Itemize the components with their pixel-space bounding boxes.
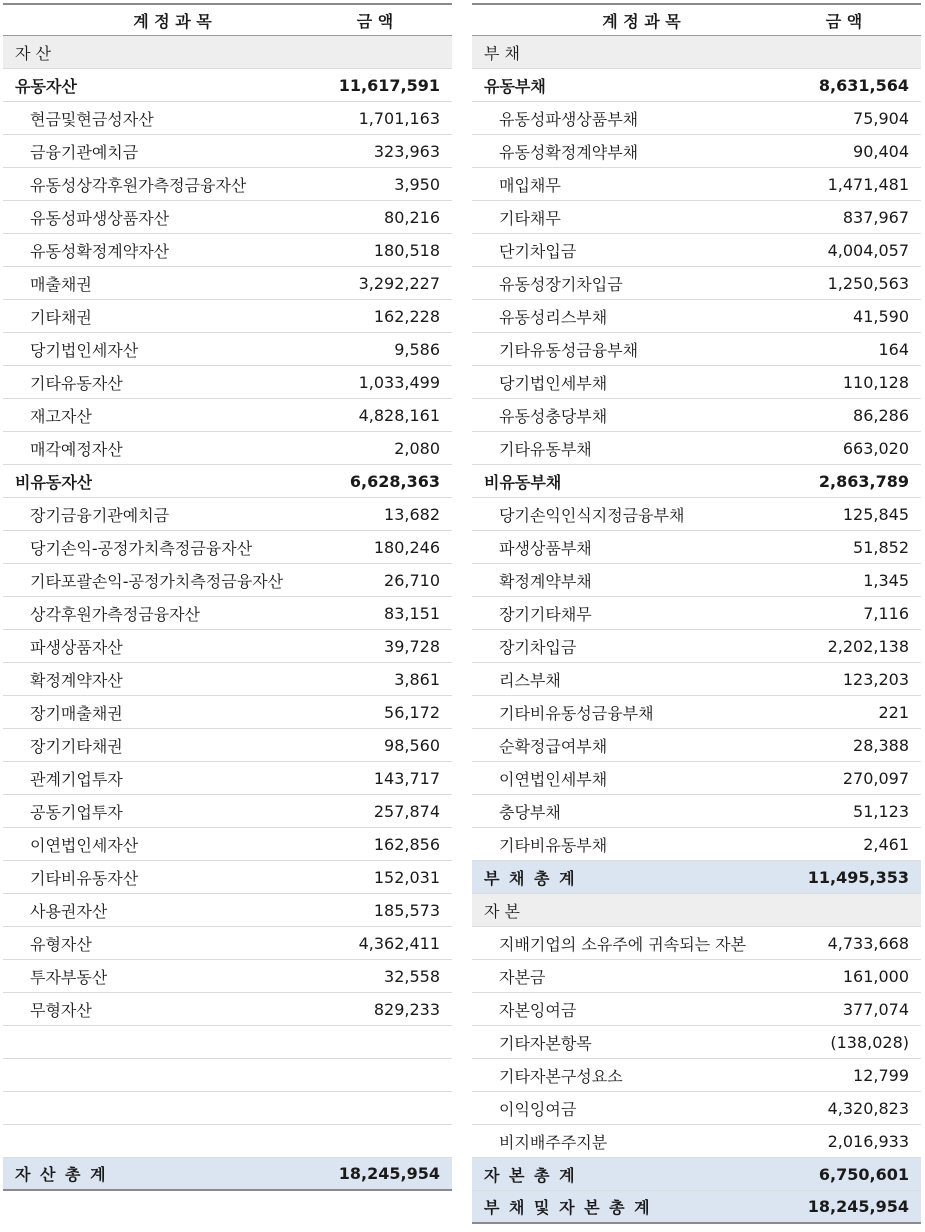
item-row-label: 당기법인세부채	[499, 373, 608, 393]
liabilities-body	[472, 69, 921, 861]
item-row-amount: 180,518	[373, 240, 440, 260]
assets-panel	[3, 3, 452, 1191]
item-row-amount: 4,320,823	[827, 1098, 909, 1118]
item-row	[3, 894, 452, 927]
item-row-label: 금융기관예치금	[30, 142, 139, 162]
item-row	[3, 432, 452, 465]
item-row-label: 자본잉여금	[499, 1000, 577, 1020]
item-row-label: 사용권자산	[30, 901, 108, 921]
item-row-amount: 110,128	[842, 372, 909, 392]
item-row	[3, 366, 452, 399]
item-row-label: 현금및현금성자산	[30, 109, 154, 129]
item-row	[3, 267, 452, 300]
grand-total-label: 부 채 및 자 본 총 계	[484, 1198, 652, 1217]
item-row-amount: 162,856	[373, 834, 440, 854]
item-row-label: 공동기업투자	[30, 802, 123, 822]
item-row-amount: 86,286	[853, 405, 909, 425]
item-row-label: 유동성리스부채	[499, 307, 608, 327]
item-row	[3, 828, 452, 861]
item-row-amount: 51,123	[853, 801, 909, 821]
item-row-amount: 837,967	[842, 207, 909, 227]
item-row-amount: 98,560	[384, 735, 440, 755]
item-row-amount: 32,558	[384, 966, 440, 986]
item-row-amount: 39,728	[384, 636, 440, 656]
item-row-label: 유동성확정계약부채	[499, 142, 639, 162]
assets-section-row	[3, 36, 452, 69]
group-row-amount: 8,631,564	[818, 75, 909, 95]
item-row-amount: 2,461	[863, 834, 909, 854]
group-row-label: 비유동자산	[15, 472, 93, 492]
item-row-amount: 4,004,057	[827, 240, 909, 260]
liabilities-section-row	[472, 36, 921, 69]
item-row-label: 관계기업투자	[30, 769, 123, 789]
group-row	[3, 465, 452, 498]
item-row-amount: 162,228	[373, 306, 440, 326]
total-equity-amount: 6,750,601	[818, 1164, 909, 1184]
item-row	[472, 993, 921, 1026]
item-row-amount: 51,852	[853, 537, 909, 557]
item-row	[3, 201, 452, 234]
item-row	[3, 762, 452, 795]
item-row-label: 상각후원가측정금융자산	[30, 604, 201, 624]
total-assets-amount: 18,245,954	[338, 1164, 440, 1183]
item-row-label: 파생상품자산	[30, 637, 123, 657]
group-row-amount: 2,863,789	[818, 471, 909, 491]
item-row-amount: 9,586	[394, 339, 440, 359]
item-row	[3, 729, 452, 762]
item-row-amount: 270,097	[842, 768, 909, 788]
item-row-amount: 3,861	[394, 669, 440, 689]
item-row-label: 유동성상각후원가측정금융자산	[30, 175, 247, 195]
item-row	[3, 333, 452, 366]
item-row-label: 기타포괄손익-공정가치측정금융자산	[30, 571, 284, 591]
grand-total-row	[472, 1191, 921, 1224]
item-row-label: 장기기타채권	[30, 736, 123, 756]
item-row	[472, 1125, 921, 1158]
item-row-amount: 41,590	[853, 306, 909, 326]
group-row-label: 유동자산	[15, 76, 77, 96]
item-row-amount: 180,246	[373, 537, 440, 557]
item-row-label: 확정계약부채	[499, 571, 592, 591]
item-row-amount: 152,031	[373, 867, 440, 887]
liab-header-row	[472, 3, 921, 36]
equity-section-label: 자 본	[484, 901, 520, 921]
item-row	[472, 201, 921, 234]
total-equity-label: 자 본 총 계	[484, 1165, 577, 1185]
group-row-label: 비유동부채	[484, 472, 562, 492]
item-row	[472, 597, 921, 630]
amount-column-header: 금 액	[825, 11, 863, 31]
item-row	[472, 762, 921, 795]
item-row	[472, 267, 921, 300]
item-row-amount: 221	[878, 702, 909, 722]
total-equity-row	[472, 1158, 921, 1191]
item-row	[3, 168, 452, 201]
group-row	[472, 69, 921, 102]
item-row-label: 단기차입금	[499, 241, 577, 261]
item-row	[472, 498, 921, 531]
item-row-amount: 90,404	[853, 141, 909, 161]
total-assets-row	[3, 1158, 452, 1191]
item-row-amount: 143,717	[373, 768, 440, 788]
item-row-label: 기타비유동부채	[499, 835, 608, 855]
empty-row	[3, 1125, 452, 1158]
item-row-amount: 123,203	[842, 669, 909, 689]
item-row	[3, 663, 452, 696]
item-row	[472, 696, 921, 729]
item-row-amount: 663,020	[842, 438, 909, 458]
item-row-amount: 185,573	[373, 900, 440, 920]
item-row-amount: 257,874	[373, 801, 440, 821]
item-row-label: 기타채무	[499, 208, 561, 228]
assets-body	[3, 69, 452, 1026]
item-row-label: 매각예정자산	[30, 439, 123, 459]
item-row	[472, 135, 921, 168]
empty-row	[3, 1092, 452, 1125]
item-row	[3, 993, 452, 1026]
assets-filler	[3, 1026, 452, 1158]
item-row-label: 기타유동성금융부채	[499, 340, 639, 360]
item-row-label: 충당부채	[499, 802, 561, 822]
amount-column-header: 금 액	[356, 11, 394, 31]
item-row-amount: 1,471,481	[827, 174, 909, 194]
item-row-amount: 3,950	[394, 174, 440, 194]
item-row	[472, 432, 921, 465]
item-row-amount: 829,233	[373, 999, 440, 1019]
item-row-label: 유형자산	[30, 934, 92, 954]
total-liabilities-row	[472, 861, 921, 894]
item-row-amount: 7,116	[863, 603, 909, 623]
item-row	[3, 960, 452, 993]
item-row-label: 기타비유동성금융부채	[499, 703, 654, 723]
item-row-label: 순확정급여부채	[499, 736, 608, 756]
item-row-label: 투자부동산	[30, 967, 108, 987]
item-row	[472, 1059, 921, 1092]
item-row-label: 당기법인세자산	[30, 340, 139, 360]
item-row	[3, 531, 452, 564]
item-row-label: 비지배주주지분	[499, 1132, 608, 1152]
item-row-amount: 2,016,933	[827, 1131, 909, 1151]
item-row-amount: 56,172	[384, 702, 440, 722]
item-row-amount: 12,799	[853, 1065, 909, 1085]
item-row-label: 자본금	[499, 967, 546, 987]
item-row	[472, 663, 921, 696]
total-liabilities-amount: 11,495,353	[807, 867, 909, 887]
item-row	[472, 102, 921, 135]
empty-row	[3, 1026, 452, 1059]
item-row	[472, 795, 921, 828]
group-row	[472, 465, 921, 498]
item-row	[472, 333, 921, 366]
item-row-amount: 26,710	[384, 570, 440, 590]
item-row	[3, 498, 452, 531]
item-row-amount: 1,701,163	[358, 108, 440, 128]
item-row-label: 당기손익-공정가치측정금융자산	[30, 538, 253, 558]
item-row-label: 이익잉여금	[499, 1099, 577, 1119]
group-row-label: 유동부채	[484, 76, 546, 96]
item-row-label: 기타자본구성요소	[499, 1066, 623, 1086]
assets-section-label: 자 산	[15, 43, 51, 63]
item-row	[472, 1026, 921, 1059]
account-column-header: 계 정 과 목	[133, 11, 212, 31]
item-row	[3, 102, 452, 135]
item-row-label: 장기금융기관예치금	[30, 505, 170, 525]
item-row-label: 리스부채	[499, 670, 561, 690]
item-row	[472, 366, 921, 399]
item-row-amount: 80,216	[384, 207, 440, 227]
item-row-amount: 2,080	[394, 438, 440, 458]
item-row-label: 재고자산	[30, 406, 92, 426]
item-row-amount: 377,074	[842, 999, 909, 1019]
item-row-label: 매출채권	[30, 274, 92, 294]
item-row	[472, 300, 921, 333]
group-row-amount: 11,617,591	[338, 75, 440, 95]
item-row-amount: 2,202,138	[827, 636, 909, 656]
item-row-amount: 83,151	[384, 603, 440, 623]
item-row-amount: 4,733,668	[827, 933, 909, 953]
item-row	[472, 960, 921, 993]
item-row	[472, 828, 921, 861]
item-row-label: 장기매출채권	[30, 703, 123, 723]
item-row-amount: 164	[878, 339, 909, 359]
item-row-label: 기타유동부채	[499, 439, 592, 459]
item-row	[472, 729, 921, 762]
equity-section-row	[472, 894, 921, 927]
item-row	[3, 795, 452, 828]
account-column-header: 계 정 과 목	[602, 11, 681, 31]
item-row-amount: 1,345	[863, 570, 909, 590]
item-row-label: 장기차입금	[499, 637, 577, 657]
assets-header-row	[3, 3, 452, 36]
item-row-label: 이연법인세자산	[30, 835, 139, 855]
item-row-label: 당기손익인식지정금융부채	[499, 505, 685, 525]
item-row-amount: 13,682	[384, 504, 440, 524]
item-row-label: 파생상품부채	[499, 538, 592, 558]
item-row	[3, 696, 452, 729]
item-row-label: 매입채무	[499, 175, 561, 195]
item-row-amount: 4,828,161	[358, 405, 440, 425]
item-row	[3, 927, 452, 960]
item-row	[472, 630, 921, 663]
item-row-label: 유동성장기차입금	[499, 274, 623, 294]
item-row	[472, 399, 921, 432]
item-row-amount: 4,362,411	[358, 933, 440, 953]
item-row-label: 기타유동자산	[30, 373, 123, 393]
item-row-amount: 1,250,563	[827, 273, 909, 293]
total-liabilities-label: 부 채 총 계	[484, 868, 577, 888]
total-assets-label: 자 산 총 계	[15, 1165, 108, 1184]
item-row-amount: 161,000	[842, 966, 909, 986]
liabilities-section-label: 부 채	[484, 43, 520, 63]
item-row-label: 무형자산	[30, 1000, 92, 1020]
item-row-label: 유동성파생상품부채	[499, 109, 639, 129]
group-row	[3, 69, 452, 102]
item-row-amount: 75,904	[853, 108, 909, 128]
item-row-amount: 1,033,499	[358, 372, 440, 392]
item-row	[3, 135, 452, 168]
item-row	[472, 927, 921, 960]
item-row	[3, 861, 452, 894]
item-row-label: 유동성충당부채	[499, 406, 608, 426]
item-row	[3, 630, 452, 663]
item-row-amount: 3,292,227	[358, 273, 440, 293]
item-row	[3, 564, 452, 597]
item-row	[3, 300, 452, 333]
item-row	[472, 168, 921, 201]
item-row-amount: 323,963	[373, 141, 440, 161]
item-row-label: 지배기업의 소유주에 귀속되는 자본	[499, 934, 747, 954]
item-row	[472, 564, 921, 597]
item-row	[3, 597, 452, 630]
item-row	[472, 234, 921, 267]
item-row-label: 유동성확정계약자산	[30, 241, 170, 261]
item-row-label: 기타비유동자산	[30, 868, 139, 888]
item-row	[3, 399, 452, 432]
item-row-label: 확정계약자산	[30, 670, 123, 690]
item-row-label: 기타채권	[30, 307, 92, 327]
item-row-amount: 28,388	[853, 735, 909, 755]
item-row-label: 기타자본항목	[499, 1033, 592, 1053]
item-row	[3, 234, 452, 267]
item-row-amount: 125,845	[842, 504, 909, 524]
item-row	[472, 1092, 921, 1125]
liabilities-equity-panel	[472, 3, 921, 1224]
item-row	[472, 531, 921, 564]
item-row-label: 이연법인세부채	[499, 769, 608, 789]
group-row-amount: 6,628,363	[349, 471, 440, 491]
empty-row	[3, 1059, 452, 1092]
item-row-label: 장기기타채무	[499, 604, 592, 624]
equity-body	[472, 927, 921, 1158]
item-row-amount: (138,028)	[830, 1032, 909, 1052]
item-row-label: 유동성파생상품자산	[30, 208, 170, 228]
grand-total-amount: 18,245,954	[807, 1197, 909, 1216]
